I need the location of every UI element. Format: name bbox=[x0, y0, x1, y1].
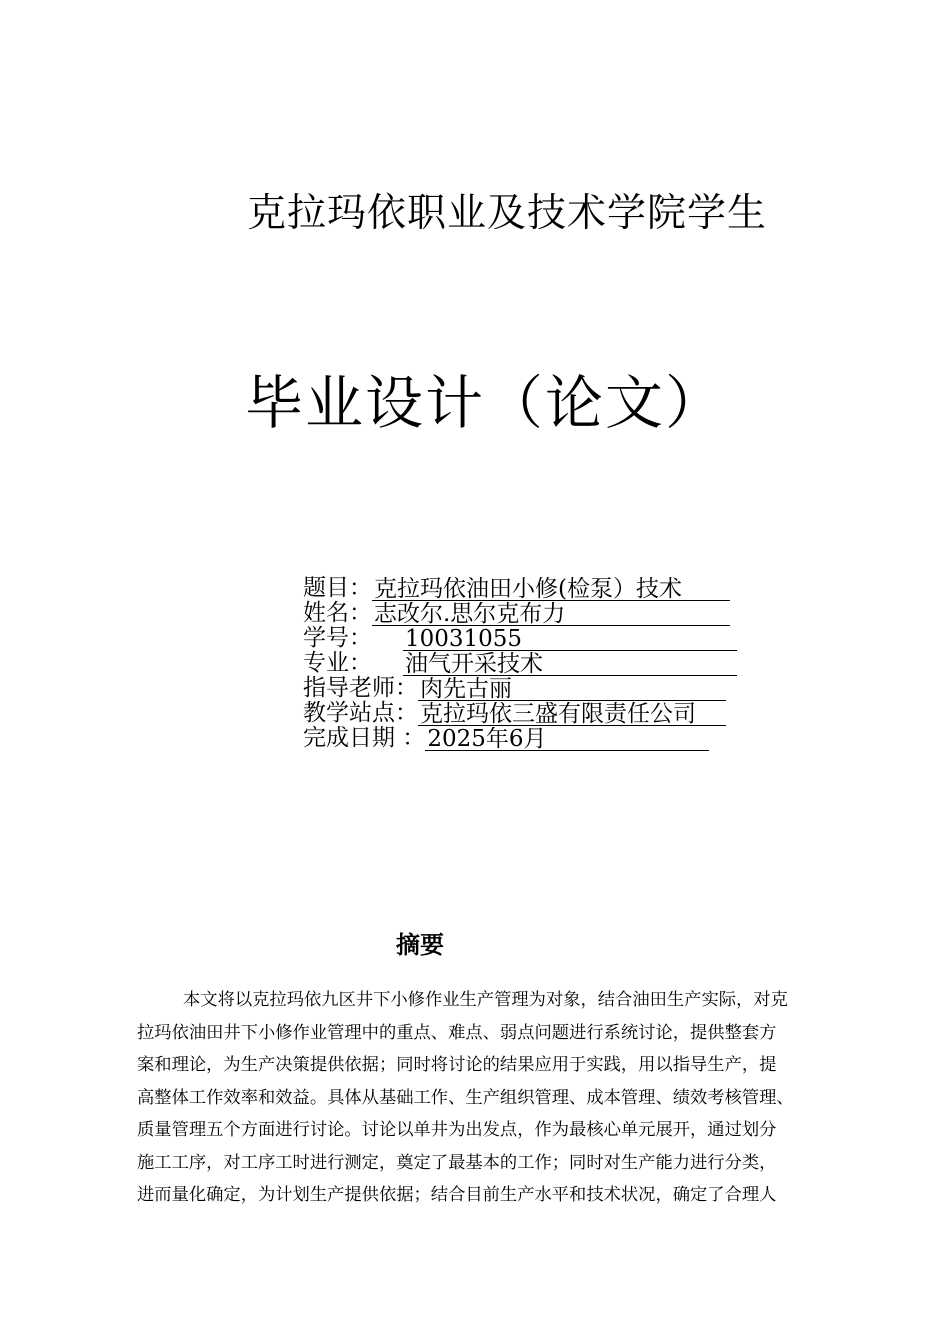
info-value-name: 志改尔.思尔克布力 bbox=[372, 602, 730, 626]
info-value-student-id: 10031055 bbox=[403, 627, 737, 651]
info-label-site: 教学站点： bbox=[303, 700, 418, 726]
abstract-line: 进而量化确定，为计划生产提供依据；结合目前生产水平和技术状况，确定了合理人 bbox=[137, 1185, 777, 1205]
info-row-date bbox=[303, 726, 743, 751]
info-value-date: 2025年6月 bbox=[425, 727, 709, 751]
abstract-line: 本文将以克拉玛依九区井下小修作业生产管理为对象，结合油田生产实际，对克 bbox=[183, 990, 788, 1010]
info-value-advisor: 肉先古丽 bbox=[418, 677, 726, 701]
info-value-major: 油气开采技术 bbox=[403, 652, 737, 676]
info-row-advisor bbox=[303, 676, 743, 701]
abstract-heading: 摘要 bbox=[396, 931, 444, 959]
info-label-advisor: 指导老师： bbox=[303, 675, 418, 701]
info-label-name: 姓名： bbox=[303, 600, 372, 626]
info-value-title: 克拉玛依油田小修(检泵）技术 bbox=[372, 577, 730, 601]
info-label-major: 专业： bbox=[303, 650, 372, 676]
thesis-info-block bbox=[303, 576, 743, 751]
info-value-site: 克拉玛依三盛有限责任公司 bbox=[418, 702, 726, 726]
abstract-body bbox=[137, 984, 861, 1212]
info-label-student-id: 学号： bbox=[303, 625, 372, 651]
info-label-title: 题目： bbox=[303, 575, 372, 601]
abstract-line: 质量管理五个方面进行讨论。讨论以单井为出发点，作为最核心单元展开，通过划分 bbox=[137, 1120, 777, 1140]
abstract-line: 拉玛依油田井下小修作业管理中的重点、难点、弱点问题进行系统讨论，提供整套方 bbox=[137, 1022, 777, 1043]
info-row-site bbox=[303, 701, 743, 726]
info-row-title bbox=[303, 576, 743, 601]
info-row-major bbox=[303, 651, 743, 676]
abstract-line: 案和理论，为生产决策提供依据；同时将讨论的结果应用于实践，用以指导生产，提 bbox=[137, 1055, 777, 1075]
abstract-line: 施工工序，对工序工时进行测定，奠定了最基本的工作；同时对生产能力进行分类， bbox=[137, 1152, 777, 1173]
abstract-line: 高整体工作效率和效益。具体从基础工作、生产组织管理、成本管理、绩效考核管理、 bbox=[137, 1087, 794, 1108]
info-row-name bbox=[303, 601, 743, 626]
info-label-date: 完成日期 ： bbox=[303, 725, 426, 751]
school-title: 克拉玛依职业及技术学院学生 bbox=[246, 191, 767, 236]
info-row-student-id bbox=[303, 626, 743, 651]
thesis-title: 毕业设计（论文） bbox=[244, 369, 725, 437]
